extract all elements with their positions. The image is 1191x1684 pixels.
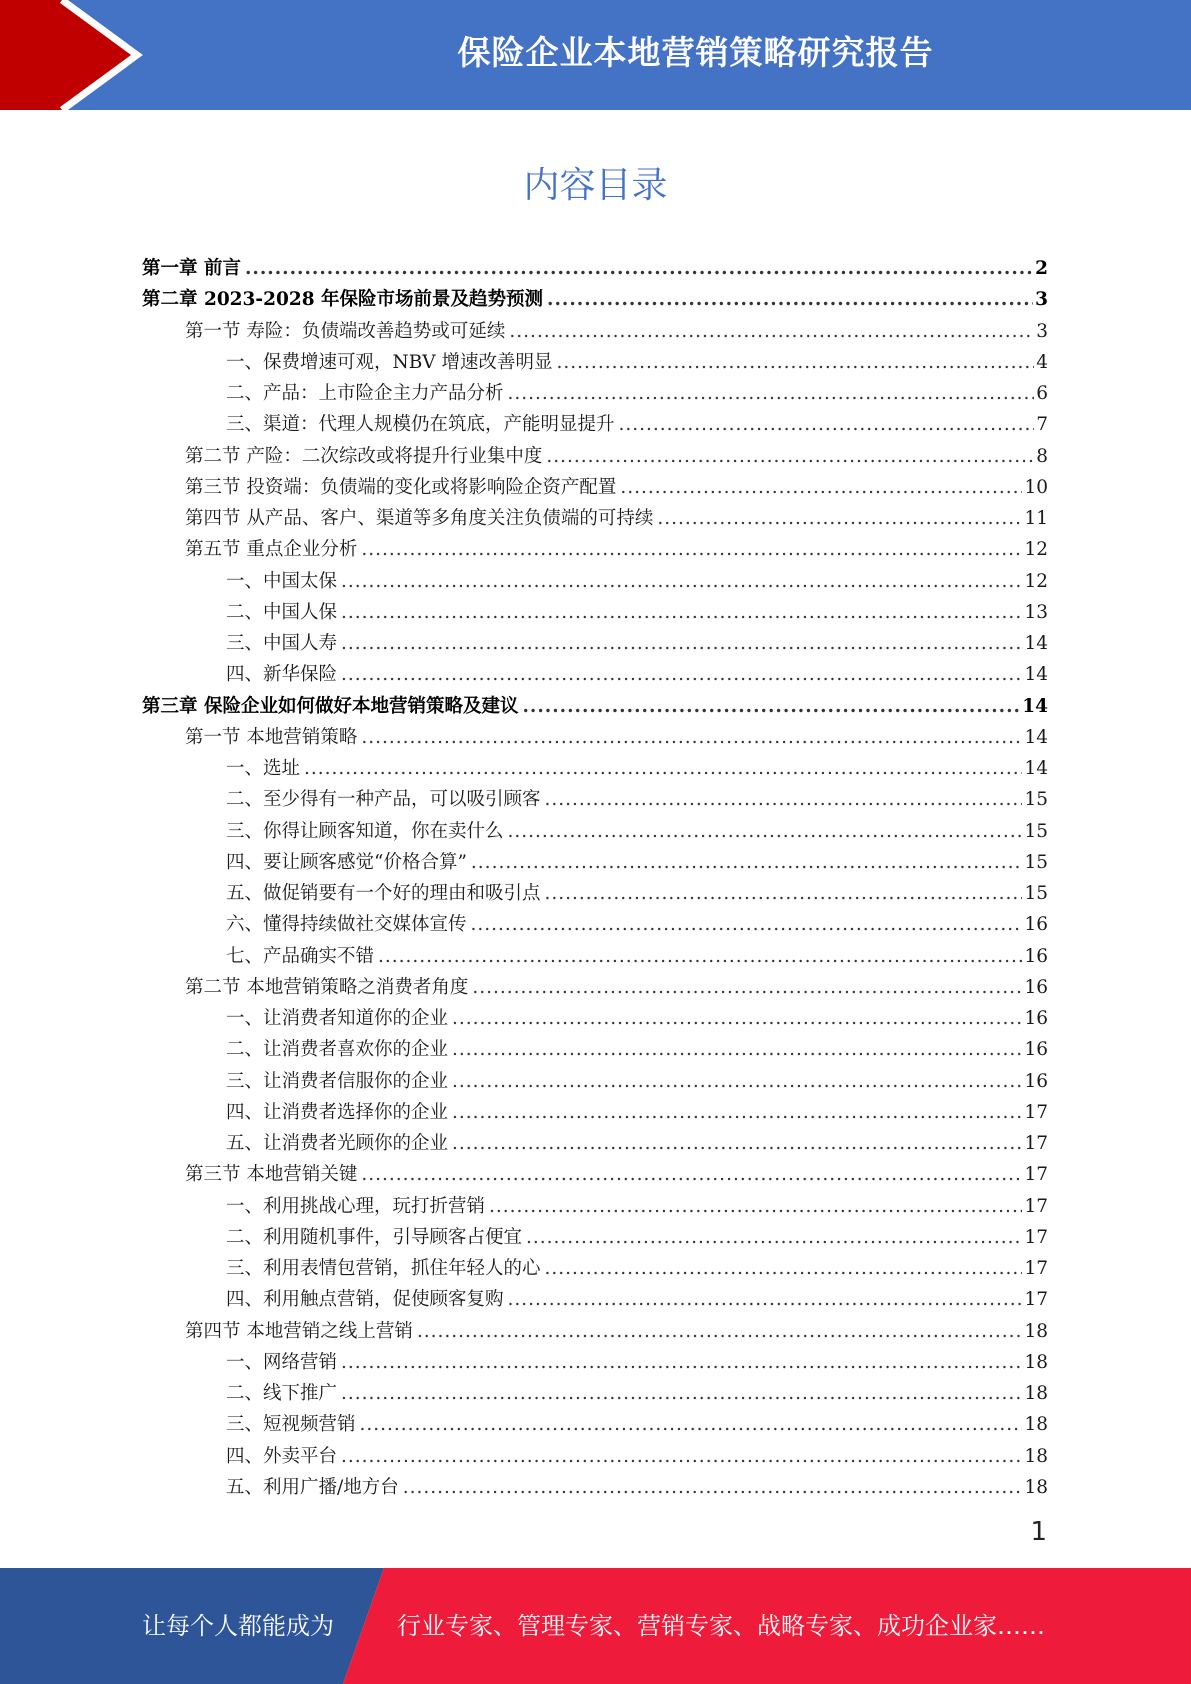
toc-dot-leader [545,1253,1023,1284]
toc-entry-title: 三、让消费者信服你的企业 [226,1070,449,1092]
toc-entry-title: 一、网络营销 [226,1351,338,1373]
toc-dot-leader [526,1222,1022,1253]
toc-entry[interactable] [142,816,1048,847]
toc-entry[interactable] [142,347,1048,378]
toc-entry-title: 第四节 本地营销之线上营销 [185,1320,413,1342]
toc-entry-page: 14 [1024,633,1048,654]
toc-dot-leader [361,1159,1022,1190]
toc-entry[interactable] [142,378,1048,409]
toc-dot-leader [509,316,1034,347]
toc-entry-page: 13 [1024,601,1048,623]
toc-entry-title: 一、选址 [226,758,301,779]
toc-entry-page: 16 [1024,945,1048,967]
toc-dot-leader [341,1441,1022,1472]
toc-entry[interactable] [142,597,1048,628]
footer-slogan-left: 让每个人都能成为 [142,1612,334,1640]
toc-entry-title: 第四节 从产品、客户、渠道等多角度关注负债端的可持续 [185,508,654,529]
toc-dot-leader [657,503,1022,534]
toc-entry-page: 10 [1024,476,1048,498]
toc-entry-page: 16 [1024,976,1048,998]
toc-entry[interactable] [142,1066,1048,1097]
page-number: 1 [1030,1517,1047,1547]
toc-entry[interactable] [142,972,1048,1003]
toc-entry-title: 四、要让顾客感觉“价格合算” [226,851,467,873]
toc-entry[interactable] [142,1003,1048,1034]
toc-entry-title: 第三节 投资端：负债端的变化或将影响险企资产配置 [185,476,617,498]
toc-dot-leader [378,941,1022,972]
toc-entry[interactable] [142,284,1048,315]
toc-entry-title: 二、利用随机事件，引导顾客占便宜 [226,1226,523,1248]
toc-dot-leader [245,253,1033,284]
toc-entry-page: 17 [1024,1164,1048,1186]
toc-entry[interactable] [142,441,1048,472]
toc-dot-leader [403,1472,1023,1503]
toc-dot-leader [620,472,1022,503]
toc-entry-title: 三、渠道：代理人规模仍在筑底，产能明显提升 [226,414,615,436]
toc-entry[interactable] [142,1347,1048,1378]
header-arrow-decoration [0,0,200,110]
toc-entry-title: 三、你得让顾客知道，你在卖什么 [226,820,504,842]
toc-entry-page: 15 [1024,820,1048,842]
toc-entry-page: 2 [1035,258,1048,279]
toc-dot-leader [508,1284,1023,1315]
toc-entry[interactable] [142,753,1048,784]
toc-entry-title: 四、新华保险 [226,664,338,686]
toc-entry[interactable] [142,847,1048,878]
toc-entry-page: 18 [1024,1414,1048,1436]
toc-entry-page: 16 [1024,914,1048,936]
toc-entry-title: 第一节 本地营销策略 [185,726,358,748]
toc-entry[interactable] [142,722,1048,753]
toc-entry-page: 16 [1024,1070,1048,1092]
toc-entry[interactable] [142,472,1048,503]
toc-dot-leader [508,816,1023,847]
toc-dot-leader [452,1034,1022,1065]
toc-entry-page: 18 [1024,1383,1048,1404]
toc-entry[interactable] [142,1441,1048,1472]
toc-entry[interactable] [142,409,1048,440]
toc-dot-leader [341,628,1022,659]
toc-entry[interactable] [142,253,1048,284]
toc-entry[interactable] [142,909,1048,940]
toc-dot-leader [417,1316,1023,1347]
toc-dot-leader [304,753,1022,784]
toc-entry-page: 14 [1022,695,1048,717]
toc-dot-leader [341,566,1022,597]
toc-entry-title: 第二章 2023-2028 年保险市场前景及趋势预测 [142,289,544,311]
toc-entry-page: 17 [1024,1101,1048,1123]
toc-dot-leader [472,972,1022,1003]
toc-entry-title: 三、利用表情包营销，抓住年轻人的心 [226,1258,541,1279]
toc-entry-title: 第一章 前言 [142,258,241,279]
toc-dot-leader [452,1003,1022,1034]
toc-entry-page: 15 [1024,789,1048,811]
toc-dot-leader [361,534,1022,565]
toc-entry-title: 二、线下推广 [226,1383,338,1404]
toc-dot-leader [360,1409,1023,1440]
toc-dot-leader [452,1097,1022,1128]
toc-entry[interactable] [142,1378,1048,1409]
toc-dot-leader [619,409,1035,440]
toc-entry[interactable] [142,659,1048,690]
toc-entry[interactable] [142,566,1048,597]
toc-dot-leader [361,722,1022,753]
toc-entry-title: 三、短视频营销 [226,1414,356,1436]
toc-list [142,253,1048,1503]
toc-entry-page: 3 [1036,320,1048,342]
toc-entry-title: 一、让消费者知道你的企业 [226,1008,449,1029]
toc-dot-leader [341,597,1022,628]
toc-entry-title: 第三章 保险企业如何做好本地营销策略及建议 [142,695,519,717]
toc-entry-page: 12 [1024,570,1048,592]
toc-entry-title: 六、懂得持续做社交媒体宣传 [226,914,467,936]
toc-entry[interactable] [142,1284,1048,1315]
toc-dot-leader [471,909,1023,940]
toc-entry-title: 第三节 本地营销关键 [185,1164,358,1186]
toc-entry[interactable] [142,1409,1048,1440]
toc-entry[interactable] [142,1253,1048,1284]
toc-entry-page: 16 [1024,1008,1048,1029]
toc-entry-page: 18 [1024,1476,1048,1498]
toc-entry[interactable] [142,1034,1048,1065]
toc-entry-title: 第二节 产险：二次综改或将提升行业集中度 [185,445,543,467]
toc-entry[interactable] [142,628,1048,659]
toc-entry-page: 18 [1024,1320,1048,1342]
footer-slogan-right: 行业专家、管理专家、营销专家、战略专家、成功企业家…… [397,1612,1045,1640]
toc-entry-page: 4 [1036,351,1048,373]
toc-entry-title: 五、让消费者光顾你的企业 [226,1133,449,1154]
toc-entry-title: 二、让消费者喜欢你的企业 [226,1039,449,1061]
report-title: 保险企业本地营销策略研究报告 [457,33,934,72]
toc-entry-page: 15 [1024,851,1048,873]
toc-dot-leader [522,691,1020,722]
toc-entry-page: 18 [1024,1445,1048,1467]
toc-entry[interactable] [142,1128,1048,1159]
toc-entry-title: 二、产品：上市险企主力产品分析 [226,383,504,404]
toc-entry-title: 四、让消费者选择你的企业 [226,1101,449,1123]
toc-entry-page: 17 [1024,1289,1048,1311]
toc-entry-page: 17 [1024,1133,1048,1154]
toc-entry[interactable] [142,1316,1048,1347]
toc-dot-leader [557,347,1035,378]
toc-dot-leader [471,847,1023,878]
toc-entry-title: 二、中国人保 [226,601,338,623]
toc-entry-page: 15 [1024,883,1048,904]
toc-entry-page: 6 [1036,383,1048,404]
toc-dot-leader [545,878,1023,909]
toc-dot-leader [547,284,1033,315]
toc-entry-page: 11 [1024,508,1048,529]
toc-entry-page: 3 [1035,289,1048,311]
toc-dot-leader [341,1378,1022,1409]
toc-entry-title: 第二节 本地营销策略之消费者角度 [185,976,469,998]
toc-entry[interactable] [142,1222,1048,1253]
toc-entry-page: 17 [1024,1195,1048,1217]
toc-entry[interactable] [142,1097,1048,1128]
toc-entry-title: 七、产品确实不错 [226,945,375,967]
toc-entry-page: 14 [1024,664,1048,686]
toc-dot-leader [341,1347,1022,1378]
toc-dot-leader [508,378,1035,409]
toc-entry-page: 14 [1024,758,1048,779]
toc-entry-title: 一、中国太保 [226,570,338,592]
toc-entry-page: 18 [1024,1351,1048,1373]
toc-entry[interactable] [142,503,1048,534]
toc-entry-page: 7 [1036,414,1048,436]
toc-entry[interactable] [142,1472,1048,1503]
toc-entry[interactable] [142,1191,1048,1222]
footer-banner [0,1568,1191,1684]
toc-entry-title: 第一节 寿险：负债端改善趋势或可延续 [185,320,506,342]
toc-entry-title: 四、利用触点营销，促使顾客复购 [226,1289,504,1311]
toc-entry-title: 一、保费增速可观，NBV 增速改善明显 [226,351,553,373]
toc-dot-leader [545,784,1023,815]
toc-entry[interactable] [142,784,1048,815]
toc-entry-page: 8 [1036,445,1048,467]
toc-entry-page: 17 [1024,1258,1048,1279]
toc-dot-leader [341,659,1022,690]
toc-entry[interactable] [142,878,1048,909]
toc-entry-title: 五、利用广播/地方台 [226,1476,399,1498]
toc-dot-leader [546,441,1034,472]
toc-entry[interactable] [142,941,1048,972]
toc-dot-leader [452,1128,1022,1159]
toc-entry-title: 三、中国人寿 [226,633,338,654]
toc-entry-page: 17 [1024,1226,1048,1248]
toc-entry-title: 第五节 重点企业分析 [185,539,358,561]
toc-dot-leader [489,1191,1022,1222]
toc-entry-page: 14 [1024,726,1048,748]
toc-entry-title: 一、利用挑战心理，玩打折营销 [226,1195,486,1217]
toc-entry-title: 五、做促销要有一个好的理由和吸引点 [226,883,541,904]
toc-entry[interactable] [142,316,1048,347]
toc-dot-leader [452,1066,1022,1097]
header-banner [0,0,1191,110]
toc-entry-title: 二、至少得有一种产品，可以吸引顾客 [226,789,541,811]
toc-entry[interactable] [142,1159,1048,1190]
toc-entry[interactable] [142,691,1048,722]
toc-heading: 内容目录 [523,165,668,206]
toc-entry-title: 四、外卖平台 [226,1445,338,1467]
toc-entry-page: 12 [1024,539,1048,561]
toc-entry[interactable] [142,534,1048,565]
toc-entry-page: 16 [1024,1039,1048,1061]
